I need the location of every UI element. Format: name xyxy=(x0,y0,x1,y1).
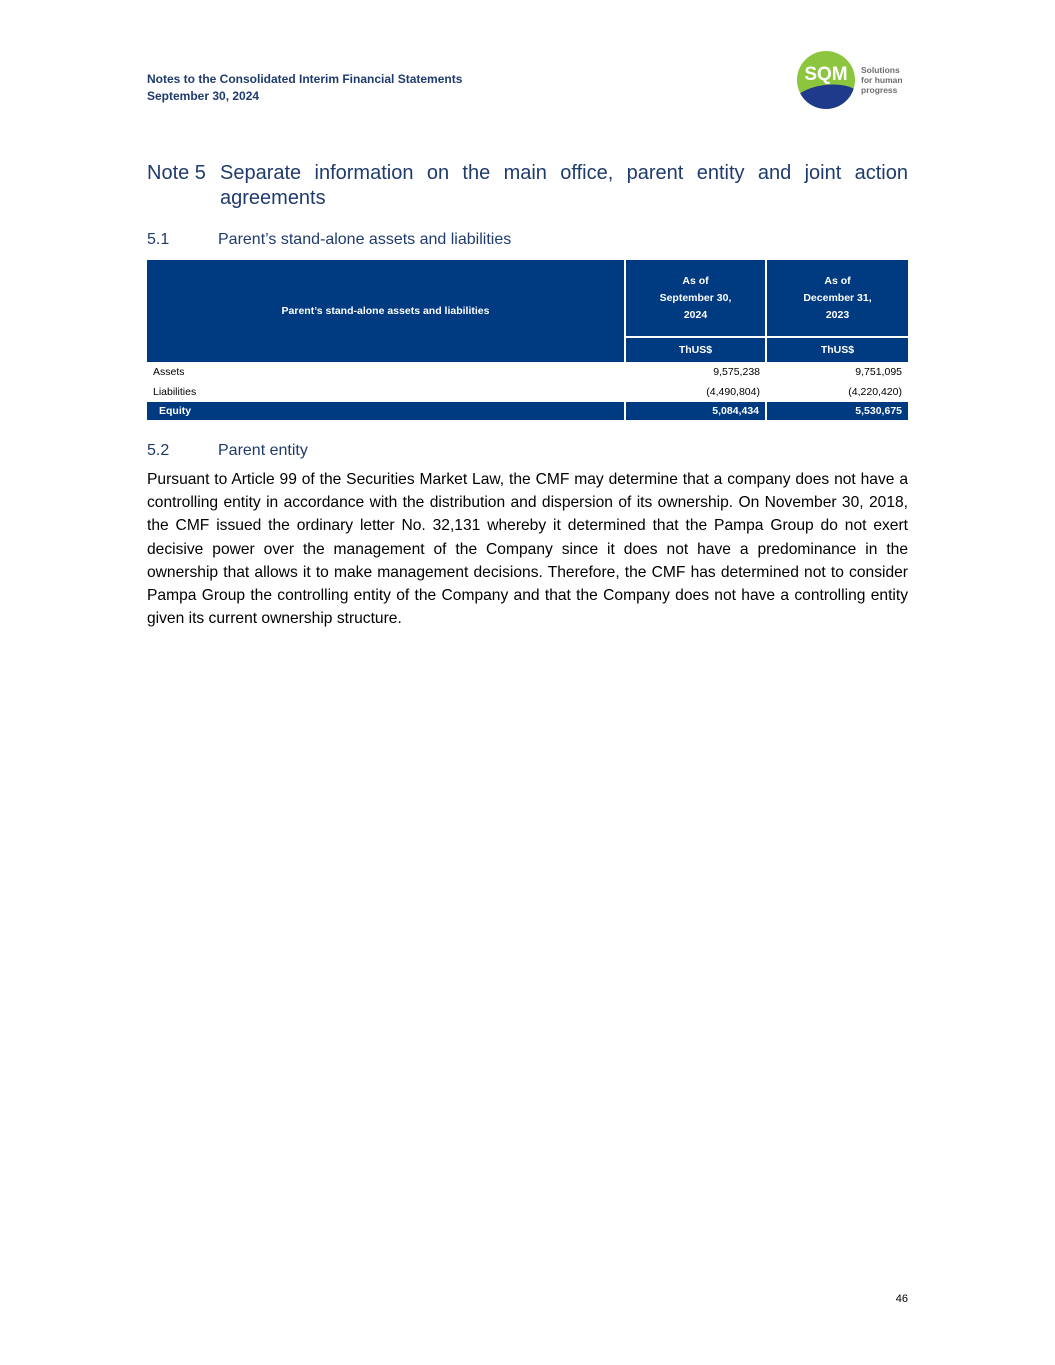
logo-tagline-2: for human xyxy=(861,75,903,85)
header-title: Notes to the Consolidated Interim Financial Statements xyxy=(147,72,463,86)
section-number: 5.1 xyxy=(147,231,170,248)
note-title: Separate information on the main office, parent entity and joint action agreements xyxy=(220,162,908,209)
col-2024-line3: 2024 xyxy=(683,308,708,321)
total-value-2023: 5,530,675 xyxy=(766,402,908,420)
page-number: 46 xyxy=(895,1293,908,1305)
unit-header-2023: ThUS$ xyxy=(766,337,908,362)
col-2024-line1: As of xyxy=(682,274,709,287)
parent-standalone-table xyxy=(147,260,908,420)
logo-tagline xyxy=(861,65,903,95)
sqm-logo xyxy=(797,51,903,109)
logo-tagline-1: Solutions xyxy=(861,65,900,75)
row-label: Liabilities xyxy=(153,386,197,398)
total-label: Equity xyxy=(147,402,625,420)
col-2023-line3: 2023 xyxy=(825,308,850,321)
logo-mark-text: SQM xyxy=(804,64,848,85)
row-value-2024: (4,490,804) xyxy=(706,386,760,398)
header-date: September 30, 2024 xyxy=(147,89,260,103)
column-header-2023 xyxy=(766,260,908,337)
row-value-2023: (4,220,420) xyxy=(848,386,902,398)
total-row xyxy=(147,402,908,420)
sqm-logo-mark xyxy=(797,51,855,109)
table-header-label: Parent’s stand-alone assets and liabilities xyxy=(147,260,625,362)
section-title: Parent’s stand-alone assets and liabilities xyxy=(218,231,512,248)
row-value-2023: 9,751,095 xyxy=(855,366,902,378)
note-number: Note 5 xyxy=(147,162,206,184)
unit-header-2024: ThUS$ xyxy=(625,337,766,362)
column-header-2024 xyxy=(625,260,766,337)
body-paragraph: Pursuant to Article 99 of the Securities Market Law, the CMF may determine that a company does not have a controlling entity in accordance with the distribution and dispersion of its ownership. On November 30, 2018, the CMF issued the ordinary letter No. 32,131 whereby it determined that the Pampa Group do not exert decisive power over the management of the Company since it does not have a predominance in the ownership that allows it to make management decisions. Therefore, the CMF has determined not to consider Pampa Group the controlling entity of the Company and that the Company does not have a controlling entity given its current ownership structure. xyxy=(147,471,908,628)
col-2023-line1: As of xyxy=(824,274,851,287)
page-header xyxy=(147,71,462,105)
table-row xyxy=(147,382,908,402)
col-2024-line2: September 30, xyxy=(659,291,732,304)
table-row xyxy=(147,362,908,382)
note-heading xyxy=(147,161,908,211)
logo-tagline-3: progress xyxy=(861,85,898,95)
col-2023-line2: December 31, xyxy=(803,291,872,304)
row-label: Assets xyxy=(153,366,185,378)
total-value-2024: 5,084,434 xyxy=(625,402,766,420)
section-title: Parent entity xyxy=(218,442,308,459)
section-number: 5.2 xyxy=(147,442,170,459)
row-value-2024: 9,575,238 xyxy=(713,366,760,378)
